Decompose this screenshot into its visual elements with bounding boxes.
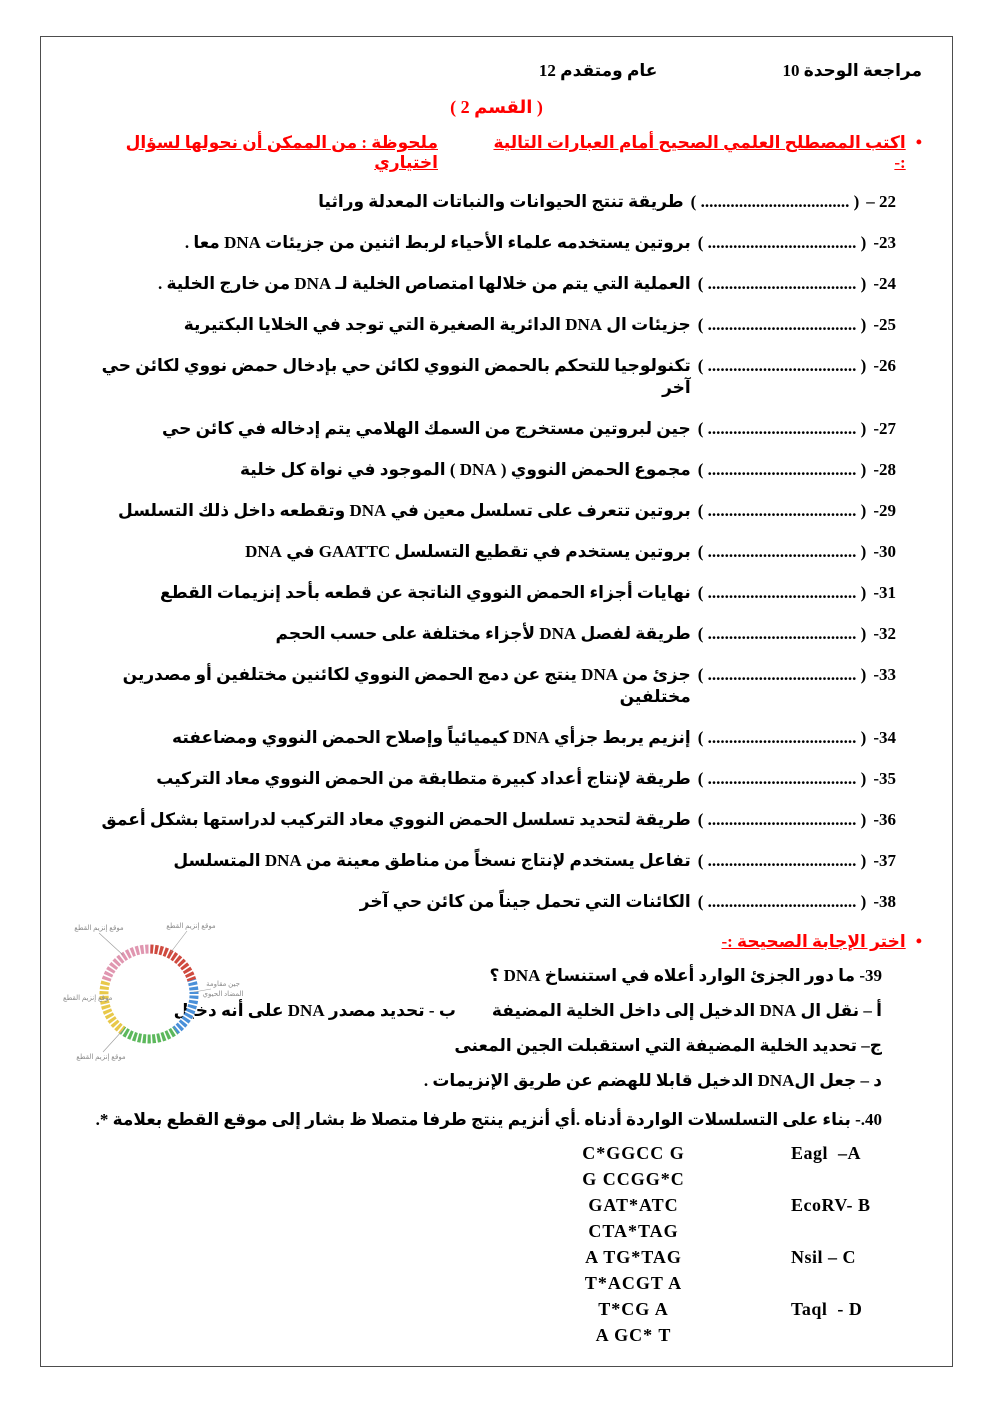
dna-sequence: A GC* T [595, 1325, 672, 1345]
answer-blank: ( ................................... ) [697, 728, 867, 747]
fill-item-36 [71, 809, 896, 831]
item-text: العملية التي يتم من خلالها امتصاص الخلية لـ DNA من خارج الخلية . [157, 274, 691, 293]
dna-sequence: A TG*TAG [585, 1247, 682, 1267]
item-number: 22 – [866, 192, 896, 211]
item-number: 24- [873, 274, 896, 293]
answer-blank: ( ................................... ) [697, 892, 867, 911]
document-page [40, 36, 953, 1367]
fill-item-22 [71, 191, 896, 213]
fill-item-28 [71, 459, 896, 481]
label-pointer-line [103, 1030, 123, 1052]
section-title: ( القسم 2 ) [450, 97, 543, 117]
sequence-table [71, 1143, 922, 1351]
item-number: 32- [873, 624, 896, 643]
label-pointer-line [99, 933, 123, 955]
item-text: طريقة تنتج الحيوانات والنباتات المعدلة وراثيا [318, 192, 684, 211]
answer-blank: ( ................................... ) [697, 769, 867, 788]
answer-blank: ( ................................... ) [697, 851, 867, 870]
item-text: نهايات أجزاء الحمض النووي الناتجة عن قطعه بأحد إنزيمات القطع [160, 583, 691, 602]
item-number: 26- [873, 356, 896, 375]
fill-item-26 [71, 355, 896, 399]
fill-item-23 [71, 232, 896, 254]
item-number: 31- [873, 583, 896, 602]
option-c: ج– تحديد الخلية المضيفة التي استقبلت الجين المعنى [454, 1036, 882, 1055]
item-number: 35- [873, 769, 896, 788]
sequence-row [71, 1221, 922, 1247]
bullet-icon: • [915, 132, 922, 152]
item-number: 30- [873, 542, 896, 561]
fill-item-31 [71, 582, 896, 604]
item-text: جزئ من DNA ينتج عن دمج الحمض النووي لكائنين مختلفين أو مصدرين مختلفين [122, 665, 691, 706]
item-text: طريقة لإنتاج أعداد كبيرة متطابقة من الحمض النووي معاد التركيب [156, 769, 691, 788]
sequence-row [71, 1247, 922, 1273]
plasmid-label-cut-site: موقع إنزيم القطع [63, 994, 113, 1002]
dna-sequence: T*CG A [598, 1299, 669, 1319]
fill-item-29 [71, 500, 896, 522]
sequence-row [71, 1325, 922, 1351]
plasmid-label-cut-site: موقع إنزيم القطع [76, 1053, 126, 1061]
label-pointer-line [171, 931, 187, 952]
item-number: 34- [873, 728, 896, 747]
choice-title: اختر الإجابة الصحيحة :- [721, 932, 906, 951]
item-text: مجموع الحمض النووي ( DNA ) الموجود في نواة كل خلية [239, 460, 691, 479]
item-number: 38- [873, 892, 896, 911]
choice-section [63, 922, 922, 1351]
item-number: 37- [873, 851, 896, 870]
question-40: 40.- بناء على التسلسلات الواردة أدناه .أي أنزيم ينتج طرفا متصلا ظ بشار إلى موقع القطع بعلامة *. [95, 1110, 882, 1129]
item-number: 33- [873, 665, 896, 684]
fill-in-list [71, 191, 922, 913]
item-text: تكنولوجيا للتحكم بالحمض النووي لكائن حي بإدخال حمض نووي لكائن حي آخر [101, 356, 691, 397]
answer-blank: ( ................................... ) [697, 460, 867, 479]
item-text: بروتين يستخدمه علماء الأحياء لربط اثنين من جزيئات DNA معا . [184, 233, 691, 252]
enzyme-label: Eagl –A [791, 1143, 862, 1163]
enzyme-label: EcoRV- B [791, 1195, 871, 1215]
enzyme-label: Nsil – C [791, 1247, 857, 1267]
item-text: بروتين يستخدم في تقطيع التسلسل GAATTC في DNA [245, 542, 691, 561]
option-d: د – جعل الDNA الدخيل قابلا للهضم عن طريق الإنزيمات . [423, 1071, 882, 1090]
item-text: الكائنات التي تحمل جيناً من كائن حي آخر [359, 892, 691, 911]
plasmid-label-cut-site: موقع إنزيم القطع [166, 922, 216, 930]
item-text: بروتين تتعرف على تسلسل معين في DNA وتقطعه داخل ذلك التسلسل [118, 501, 691, 520]
answer-blank: ( ................................... ) [697, 419, 867, 438]
fill-item-30 [71, 541, 896, 563]
dna-sequence: T*ACGT A [584, 1273, 683, 1293]
fill-item-24 [71, 273, 896, 295]
item-text: طريقة لتحديد تسلسل الحمض النووي معاد التركيب لدراستها بشكل أعمق [101, 810, 691, 829]
answer-blank: ( ................................... ) [697, 356, 867, 375]
instruction-note: ملحوظة : من الممكن أن نحولها لسؤال اختياري [125, 133, 438, 172]
fill-item-35 [71, 768, 896, 790]
enzyme-label: Taql - D [791, 1299, 863, 1319]
dna-sequence: CTA*TAG [588, 1221, 679, 1241]
item-number: 28- [873, 460, 896, 479]
fill-item-34 [71, 727, 896, 749]
dna-sequence: G CCGG*C [582, 1169, 685, 1189]
instruction-main: اكتب المصطلح العلمي الصحيح أمام العبارات التالية :- [493, 133, 906, 172]
fill-item-25 [71, 314, 896, 336]
answer-blank: ( ................................... ) [697, 583, 867, 602]
answer-blank: ( ................................... ) [697, 542, 867, 561]
item-number: 29- [873, 501, 896, 520]
answer-blank: ( ................................... ) [690, 192, 860, 211]
plasmid-label-cut-site: موقع إنزيم القطع [74, 924, 124, 932]
bullet-icon: • [915, 931, 922, 951]
item-number: 36- [873, 810, 896, 829]
answer-blank: ( ................................... ) [697, 624, 867, 643]
sequence-row [71, 1169, 922, 1195]
option-a: أ – نقل ال DNA الدخيل إلى داخل الخلية المضيفة [491, 1001, 882, 1020]
instruction-line [71, 133, 922, 173]
item-text: جزيئات ال DNA الدائرية الصغيرة التي توجد في الخلايا البكتيرية [183, 315, 691, 334]
page-header [71, 61, 922, 81]
fill-item-37 [71, 850, 896, 872]
item-text: تفاعل يستخدم لإنتاج نسخاً من مناطق معينة من DNA المتسلسل [173, 851, 691, 870]
answer-blank: ( ................................... ) [697, 274, 867, 293]
answer-blank: ( ................................... ) [697, 501, 867, 520]
item-number: 23- [873, 233, 896, 252]
item-number: 25- [873, 315, 896, 334]
fill-item-32 [71, 623, 896, 645]
header-grade: 12 عام ومتقدم [538, 61, 658, 80]
item-text: إنزيم يربط جزأي DNA كيميائياً وإصلاح الحمض النووي ومضاعفته [172, 728, 691, 747]
sequence-row [71, 1299, 922, 1325]
sequence-row [71, 1273, 922, 1299]
dna-sequence: C*GGCC G [582, 1143, 685, 1163]
question-39: 39- ما دور الجزئ الوارد أعلاه في استنساخ DNA ؟ [489, 966, 882, 985]
item-text: طريقة لفصل DNA لأجزاء مختلفة على حسب الحجم [275, 624, 691, 643]
answer-blank: ( ................................... ) [697, 665, 867, 684]
item-number: 27- [873, 419, 896, 438]
sequence-row [71, 1143, 922, 1169]
header-title: مراجعة الوحدة 10 [782, 61, 922, 80]
answer-blank: ( ................................... ) [697, 315, 867, 334]
fill-item-33 [71, 664, 896, 708]
fill-item-27 [71, 418, 896, 440]
plasmid-label-gene-1: جين مقاومة [206, 980, 240, 988]
plasmid-label-gene-2: المضاد الحيوي [202, 990, 244, 998]
item-text: جين لبروتين مستخرج من السمك الهلامي يتم إدخاله في كائن حي [161, 419, 691, 438]
option-b: ب - تحديد مصدر DNA على أنه دخيل [173, 1001, 456, 1020]
plasmid-diagram [61, 916, 251, 1066]
sequence-row [71, 1195, 922, 1221]
answer-blank: ( ................................... ) [697, 810, 867, 829]
answer-blank: ( ................................... ) [697, 233, 867, 252]
fill-item-38 [71, 891, 896, 913]
dna-sequence: GAT*ATC [588, 1195, 679, 1215]
